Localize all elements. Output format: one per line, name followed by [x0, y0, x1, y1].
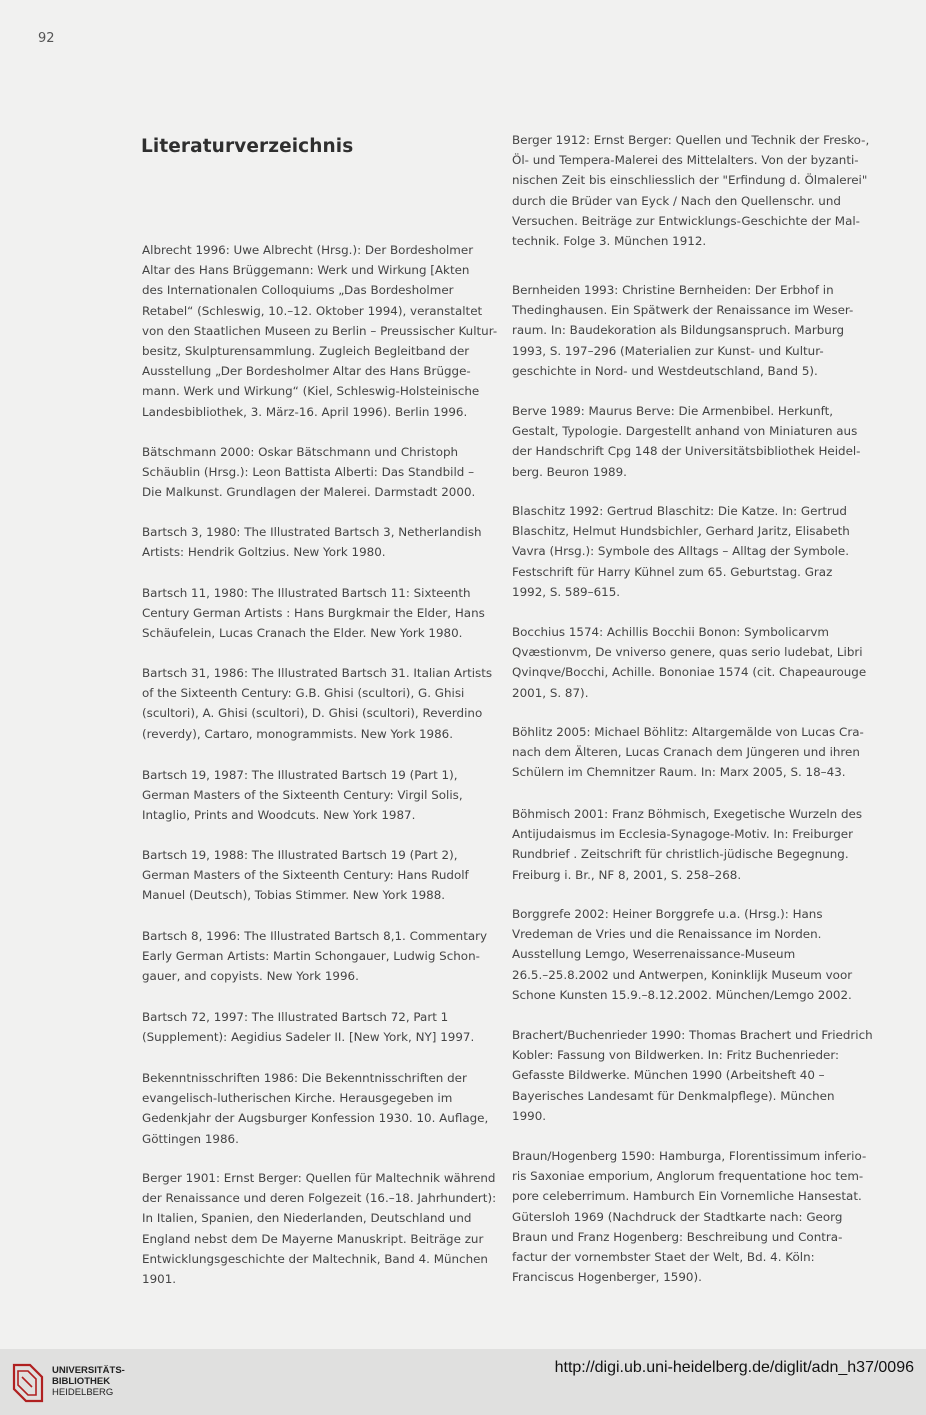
entry-line: Berve 1989: Maurus Berve: Die Armenbibel. Herkunft,: [512, 404, 834, 418]
entry-line: Bartsch 19, 1987: The Illustrated Bartsch 19 (Part 1),: [142, 768, 458, 782]
entry-line: Schäublin (Hrsg.): Leon Battista Alberti: Das Standbild –: [142, 465, 475, 480]
entry-line: Bartsch 8, 1996: The Illustrated Bartsch 8,1. Commentary: [142, 929, 488, 943]
entry-line: 1992, S. 589–615.: [512, 584, 621, 599]
entry-line: Ausstellung „Der Bordesholmer Altar des Hans Brügge-: [142, 364, 471, 379]
entry-line: besitz, Skulpturensammlung. Zugleich Begleitband der: [142, 344, 470, 359]
entry-line: Antijudaismus im Ecclesia-Synagoge-Motiv. In: Freiburger: [512, 827, 853, 842]
entry-line: Blaschitz 1992: Gertrud Blaschitz: Die Katze. In: Gertrud: [512, 504, 847, 518]
bibliography-entry: [512, 401, 862, 482]
entry-line: Gütersloh 1969 (Nachdruck der Stadtkarte nach: Georg: [512, 1209, 843, 1224]
entry-line: German Masters of the Sixteenth Century: Virgil Solis,: [142, 788, 463, 803]
entry-line: Öl- und Tempera-Malerei des Mittelalters. Von der byzanti-: [512, 153, 859, 168]
entry-line: 1993, S. 197–296 (Materialien zur Kunst- und Kultur-: [512, 343, 824, 358]
bibliography-entry: [512, 1025, 873, 1126]
entry-line: 1990.: [512, 1108, 547, 1123]
bibliography-entry: [142, 845, 492, 906]
entry-line: Manuel (Deutsch), Tobias Stimmer. New York 1988.: [142, 888, 446, 903]
bibliography-entry: [142, 765, 492, 826]
entry-line: Altar des Hans Brüggemann: Werk und Wirkung [Akten: [142, 263, 470, 278]
entry-line: der Handschrift Cpg 148 der Universitätsbibliothek Heidel-: [512, 444, 861, 459]
bibliography-entry: [512, 904, 862, 1005]
bibliography-entry: [142, 240, 498, 422]
bibliography-entry: [142, 1007, 492, 1047]
bibliography-entry: [512, 280, 862, 381]
entry-line: Bartsch 19, 1988: The Illustrated Bartsch 19 (Part 2),: [142, 848, 458, 862]
entry-line: Versuchen. Beiträge zur Entwicklungs-Geschichte der Mal-: [512, 213, 860, 228]
entry-line: Albrecht 1996: Uwe Albrecht (Hrsg.): Der Bordesholmer: [142, 243, 474, 257]
entry-line: Early German Artists: Martin Schongauer, Ludwig Schon-: [142, 949, 480, 964]
entry-line: Festschrift für Harry Kühnel zum 65. Geburtstag. Graz: [512, 564, 833, 579]
entry-line: Bartsch 31, 1986: The Illustrated Bartsch 31. Italian Artists: [142, 666, 493, 680]
entry-line: der Renaissance und deren Folgezeit (16.–18. Jahrhundert):: [142, 1191, 497, 1206]
library-name-line: HEIDELBERG: [52, 1387, 114, 1398]
entry-line: technik. Folge 3. München 1912.: [512, 234, 707, 249]
entry-line: Bocchius 1574: Achillis Bocchii Bonon: Symbolicarvm: [512, 625, 830, 639]
bibliography-entry: [142, 1068, 492, 1149]
entry-line: Die Malkunst. Grundlagen der Malerei. Darmstadt 2000.: [142, 485, 476, 500]
entry-line: Ausstellung Lemgo, Weserrenaissance-Museum: [512, 947, 796, 962]
entry-line: Bayerisches Landesamt für Denkmalpflege). München: [512, 1088, 835, 1103]
entry-line: Franciscus Hogenberger, 1590).: [512, 1270, 702, 1285]
entry-line: durch die Brüder van Eyck / Nach den Quellenschr. und: [512, 193, 841, 208]
entry-line: Bernheiden 1993: Christine Bernheiden: Der Erbhof in: [512, 283, 834, 297]
entry-line: Entwicklungsgeschichte der Maltechnik, Band 4. München: [142, 1251, 488, 1266]
entry-line: geschichte in Nord- und Westdeutschland, Band 5).: [512, 363, 818, 378]
entry-line: (scultori), A. Ghisi (scultori), D. Ghisi (scultori), Reverdino: [142, 706, 483, 721]
entry-line: Braun/Hogenberg 1590: Hamburga, Florentissimum inferio-: [512, 1149, 867, 1163]
entry-line: von den Staatlichen Museen zu Berlin – Preussischer Kultur-: [142, 323, 498, 338]
entry-line: 2001, S. 87).: [512, 685, 589, 700]
bibliography-entry: [512, 722, 862, 783]
bibliography-entry: [142, 442, 492, 503]
bibliography-entry: [142, 522, 492, 562]
bibliography-entry: [142, 1168, 497, 1289]
entry-line: German Masters of the Sixteenth Century: Hans Rudolf: [142, 868, 469, 883]
entry-line: Böhlitz 2005: Michael Böhlitz: Altargemälde von Lucas Cra-: [512, 725, 864, 739]
entry-line: Intaglio, Prints and Woodcuts. New York 1987.: [142, 808, 416, 823]
entry-line: Bekenntnisschriften 1986: Die Bekenntnisschriften der: [142, 1071, 467, 1085]
entry-line: Böhmisch 2001: Franz Böhmisch, Exegetische Wurzeln des: [512, 807, 863, 821]
entry-line: (Supplement): Aegidius Sadeler II. [New York, NY] 1997.: [142, 1030, 475, 1045]
entry-line: nach dem Älteren, Lucas Cranach dem Jüngeren und ihren: [512, 745, 860, 760]
entry-line: Thedinghausen. Ein Spätwerk der Renaissance im Weser-: [512, 303, 854, 318]
entry-line: (reverdy), Cartaro, monogrammists. New York 1986.: [142, 726, 454, 741]
entry-line: pore celeberrimum. Hamburch Ein Vornemliche Hansestat.: [512, 1189, 862, 1204]
entry-line: Gefasste Bildwerke. München 1990 (Arbeitsheft 40 –: [512, 1068, 825, 1083]
entry-line: 26.5.–25.8.2002 und Antwerpen, Koninklijk Museum voor: [512, 967, 853, 982]
entry-line: raum. In: Baudekoration als Bildungsanspruch. Marburg: [512, 323, 845, 338]
bibliography-entry: [142, 926, 492, 987]
entry-line: Gedenkjahr der Augsburger Konfession 1930. 10. Auflage,: [142, 1111, 489, 1126]
entry-line: Bartsch 3, 1980: The Illustrated Bartsch 3, Netherlandish: [142, 525, 482, 539]
entry-line: Gestalt, Typologie. Dargestellt anhand von Miniaturen aus: [512, 424, 858, 439]
library-logo-icon: [10, 1359, 46, 1405]
entry-line: Blaschitz, Helmut Hundsbichler, Gerhard Jaritz, Elisabeth: [512, 524, 850, 539]
page-title: Literaturverzeichnis: [141, 136, 354, 157]
entry-line: Bätschmann 2000: Oskar Bätschmann und Christoph: [142, 445, 459, 459]
entry-line: mann. Werk und Wirkung“ (Kiel, Schleswig-Holsteinische: [142, 384, 480, 399]
entry-line: Qvinqve/Bocchi, Achille. Bononiae 1574 (cit. Chapeaurouge: [512, 665, 867, 680]
entry-line: ris Saxoniae emporium, Anglorum frequentatione hoc tem-: [512, 1169, 864, 1184]
entry-line: Vredeman de Vries und die Renaissance im Norden.: [512, 927, 822, 942]
entry-line: Bartsch 72, 1997: The Illustrated Bartsch 72, Part 1: [142, 1010, 449, 1024]
bibliography-entry: [512, 804, 862, 885]
entry-line: Schülern im Chemnitzer Raum. In: Marx 2005, S. 18–43.: [512, 765, 846, 780]
bibliography-entry: [512, 501, 862, 602]
entry-line: berg. Beuron 1989.: [512, 464, 627, 479]
entry-line: Berger 1901: Ernst Berger: Quellen für Maltechnik während: [142, 1171, 496, 1185]
bibliography-entry: [142, 663, 492, 744]
entry-line: Braun und Franz Hogenberg: Beschreibung und Contra-: [512, 1229, 843, 1244]
entry-line: Vavra (Hrsg.): Symbole des Alltags – Alltag der Symbole.: [512, 544, 850, 559]
bibliography-entry: [512, 130, 870, 251]
entry-line: Kobler: Fassung von Bildwerken. In: Fritz Buchenrieder:: [512, 1048, 840, 1063]
entry-line: Borggrefe 2002: Heiner Borggrefe u.a. (Hrsg.): Hans: [512, 907, 823, 921]
entry-line: Schäufelein, Lucas Cranach the Elder. New York 1980.: [142, 626, 463, 641]
library-name-line: UNIVERSITÄTS-: [52, 1365, 125, 1376]
entry-line: Retabel“ (Schleswig, 10.–12. Oktober 1994), veranstaltet: [142, 303, 483, 318]
bibliography-entry: [142, 583, 492, 644]
entry-line: Artists: Hendrik Goltzius. New York 1980.: [142, 545, 386, 560]
entry-line: Landesbibliothek, 3. März-16. April 1996). Berlin 1996.: [142, 404, 468, 419]
bibliography-entry: [512, 1146, 867, 1287]
entry-line: England nebst dem De Mayerne Manuskript. Beiträge zur: [142, 1231, 484, 1246]
entry-line: factur der vornembster Staet der Welt, Bd. 4. Köln:: [512, 1250, 815, 1265]
entry-line: des Internationalen Colloquiums „Das Bordesholmer: [142, 283, 454, 298]
footer-bar: [0, 1349, 926, 1415]
source-url[interactable]: http://digi.ub.uni-heidelberg.de/diglit/adn_h37/0096: [554, 1359, 914, 1376]
entry-line: nischen Zeit bis einschliesslich der "Erfindung d. Ölmalerei": [512, 173, 868, 188]
library-name-line: BIBLIOTHEK: [52, 1376, 111, 1387]
page-number: 92: [38, 31, 55, 46]
entry-line: 1901.: [142, 1272, 177, 1287]
entry-line: In Italien, Spanien, den Niederlanden, Deutschland und: [142, 1211, 472, 1226]
entry-line: Schone Kunsten 15.9.–8.12.2002. München/Lemgo 2002.: [512, 987, 852, 1002]
entry-line: gauer, and copyists. New York 1996.: [142, 969, 359, 984]
entry-line: Rundbrief . Zeitschrift für christlich-jüdische Begegnung.: [512, 847, 849, 862]
bibliography-entry: [512, 622, 867, 703]
library-name: [52, 1365, 125, 1398]
entry-line: Bartsch 11, 1980: The Illustrated Bartsch 11: Sixteenth: [142, 586, 471, 600]
entry-line: Freiburg i. Br., NF 8, 2001, S. 258–268.: [512, 867, 742, 882]
entry-line: of the Sixteenth Century: G.B. Ghisi (scultori), G. Ghisi: [142, 686, 465, 701]
entry-line: Brachert/Buchenrieder 1990: Thomas Brachert und Friedrich: [512, 1028, 873, 1042]
entry-line: evangelisch-lutherischen Kirche. Herausgegeben im: [142, 1091, 453, 1106]
entry-line: Berger 1912: Ernst Berger: Quellen und Technik der Fresko-,: [512, 133, 870, 147]
entry-line: Century German Artists : Hans Burgkmair the Elder, Hans: [142, 606, 485, 621]
entry-line: Qvæstionvm, De vniverso genere, quas serio ludebat, Libri: [512, 645, 863, 660]
entry-line: Göttingen 1986.: [142, 1131, 239, 1146]
